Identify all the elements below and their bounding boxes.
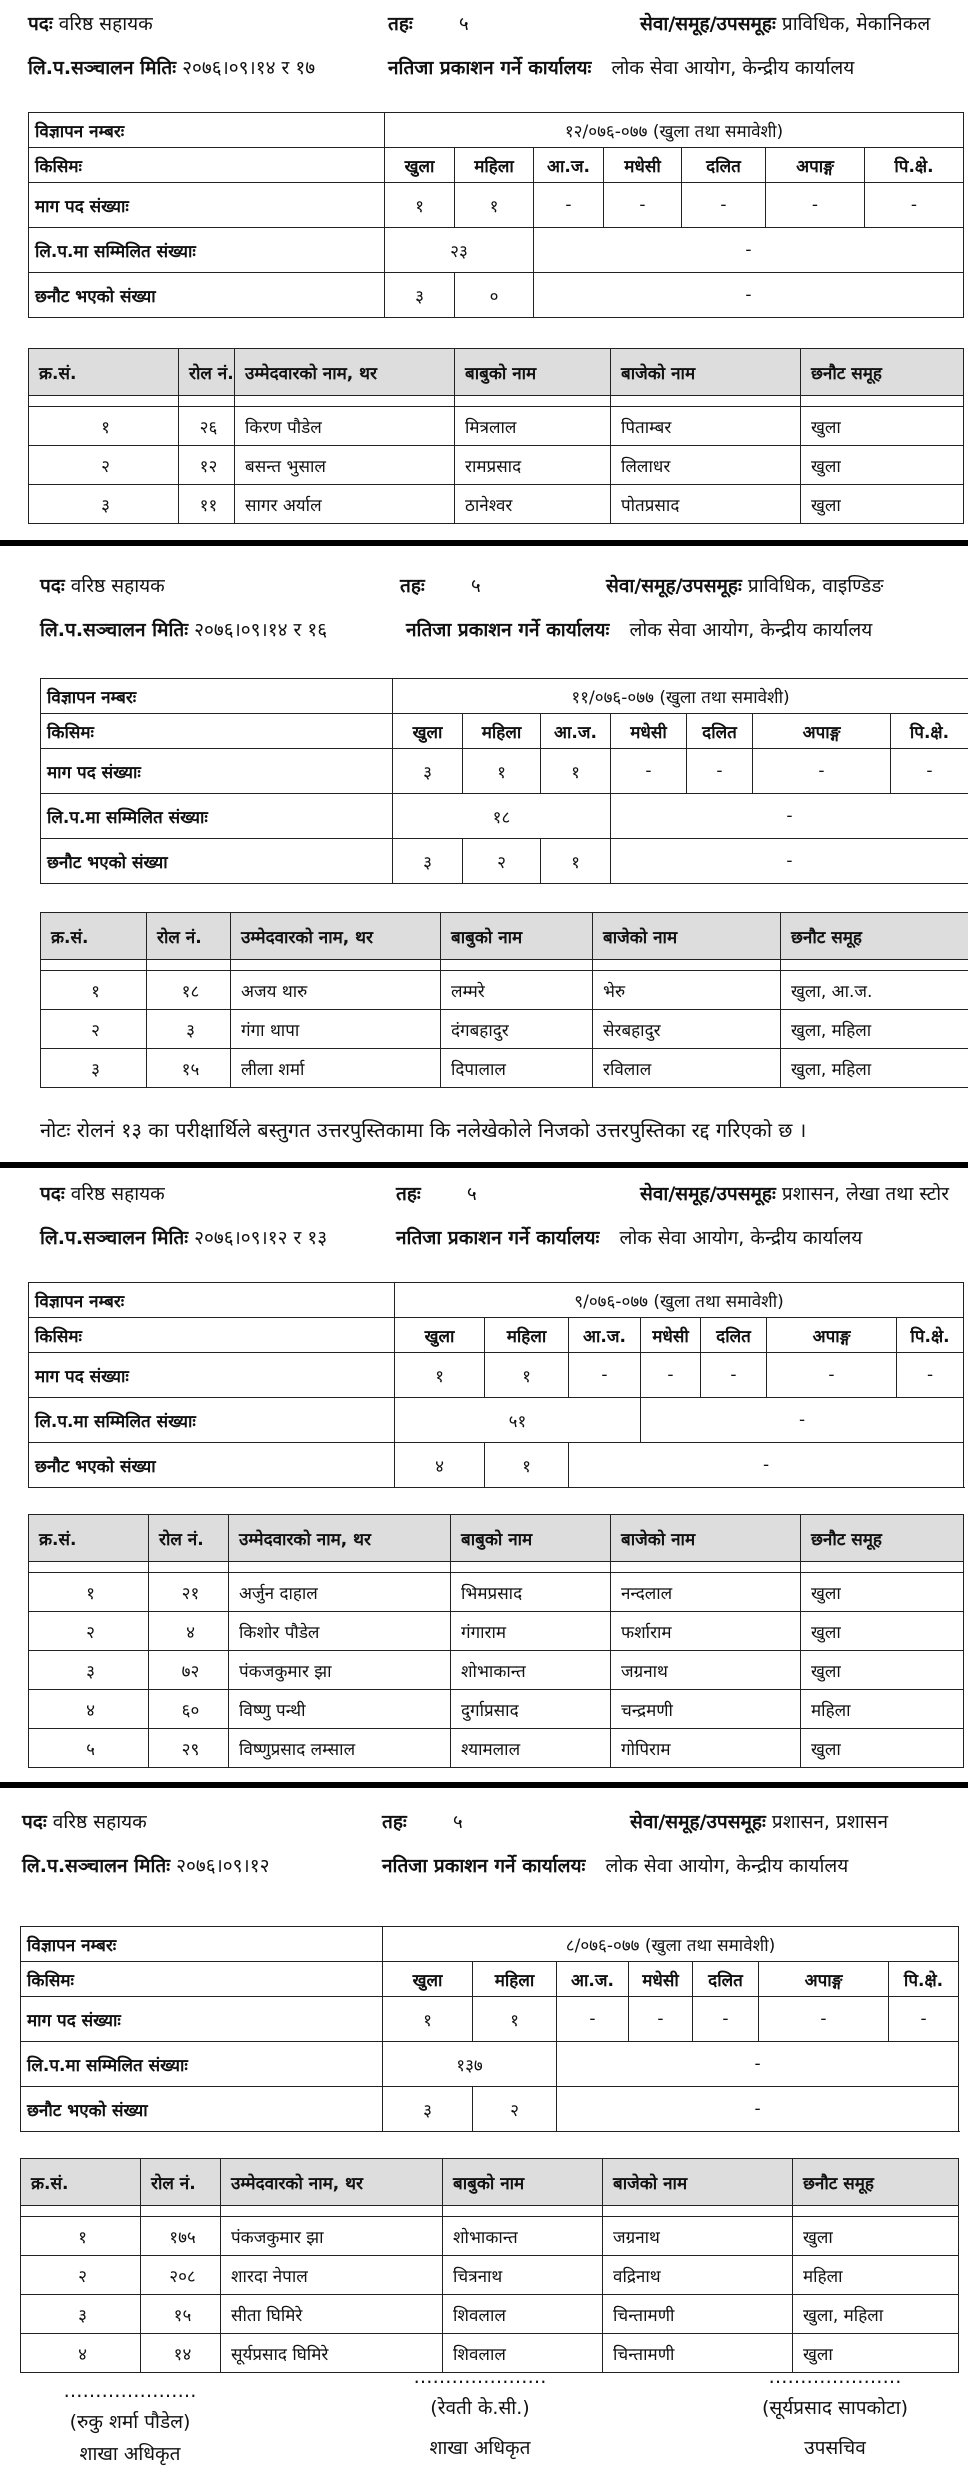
cat-dalit: दलित	[693, 1962, 759, 1997]
cat-backward-region: पि.क्षे.	[889, 1962, 959, 1997]
col-header: रोल नं.	[141, 2159, 221, 2206]
demand-value: -	[687, 749, 753, 794]
selected-value: ०	[455, 273, 534, 318]
table-cell: २१	[149, 1573, 229, 1612]
table-row	[29, 1690, 964, 1729]
table-cell: २६	[179, 407, 235, 446]
table-row	[41, 1049, 968, 1088]
adv-no-value: ९/०७६-०७७ (खुला तथा समावेशी)	[395, 1283, 964, 1318]
selected-value: ३	[383, 2087, 473, 2132]
table-cell: रविलाल	[593, 1049, 781, 1088]
table-cell: दिपालाल	[441, 1049, 593, 1088]
table-cell: शोभाकान्त	[451, 1651, 611, 1690]
col-header: बाजेको नाम	[611, 1515, 801, 1562]
adv-no-value: १२/०७६-०७७ (खुला तथा समावेशी)	[385, 113, 964, 148]
table-cell: दुर्गाप्रसाद	[451, 1690, 611, 1729]
exam-date-field: लि.प.सञ्चालन मितिः २०७६।०९।१२	[22, 1855, 270, 1877]
table-row	[21, 2295, 959, 2334]
exam-date-field: लि.प.सञ्चालन मितिः २०७६।०९।१४ र १७	[28, 57, 316, 79]
section-divider	[0, 540, 968, 546]
table-row	[29, 407, 964, 446]
cat-women: महिला	[463, 714, 541, 749]
post-field: पदः वरिष्ठ सहायक	[22, 1811, 147, 1833]
service-field: सेवा/समूह/उपसमूहः प्राविधिक, वाइण्डिङ	[606, 575, 884, 597]
col-header: बाजेको नाम	[603, 2159, 793, 2206]
table-cell: खुला	[801, 1651, 964, 1690]
selected-rest: -	[557, 2087, 959, 2132]
table-cell: खुला, महिला	[793, 2295, 959, 2334]
table-cell: बसन्त भुसाल	[235, 446, 455, 485]
table-cell: २	[29, 1612, 149, 1651]
table-cell: १८	[147, 971, 231, 1010]
demand-value: -	[759, 1997, 889, 2042]
demand-value: -	[569, 1353, 641, 1398]
table-cell: खुला	[793, 2217, 959, 2256]
col-header: रोल नं.	[179, 349, 235, 396]
table-cell: पंकजकुमार झा	[221, 2217, 443, 2256]
type-label: किसिमः	[29, 148, 385, 183]
demand-value: १	[385, 183, 455, 228]
table-cell: फर्शाराम	[611, 1612, 801, 1651]
table-cell: खुला, आ.ज.	[781, 971, 968, 1010]
table-cell: नन्दलाल	[611, 1573, 801, 1612]
table-row	[29, 485, 964, 524]
table-cell: ३	[29, 485, 179, 524]
table-cell: श्यामलाल	[451, 1729, 611, 1768]
cat-madhesi: मधेसी	[611, 714, 687, 749]
included-value: १३७	[383, 2042, 557, 2087]
demand-value: -	[604, 183, 682, 228]
table-cell: ३	[41, 1049, 147, 1088]
table-row	[29, 446, 964, 485]
table-row	[29, 1729, 964, 1768]
selected-rest: -	[611, 839, 968, 884]
candidate-table	[20, 2158, 959, 2373]
office-field: नतिजा प्रकाशन गर्ने कार्यालयः लोक सेवा आयोग, केन्द्रीय कार्यालय	[382, 1855, 849, 1877]
col-header: उम्मेदवारको नाम, थर	[221, 2159, 443, 2206]
table-cell: सीता घिमिरे	[221, 2295, 443, 2334]
level-field: तहः ५	[382, 1811, 463, 1833]
table-cell: १	[21, 2217, 141, 2256]
included-label: लि.प.मा सम्मिलित संख्याः	[41, 794, 393, 839]
table-cell: १	[29, 1573, 149, 1612]
table-cell: १	[29, 407, 179, 446]
table-cell: ४	[21, 2334, 141, 2373]
demand-value: १	[455, 183, 534, 228]
table-cell: अर्जुन दाहाल	[229, 1573, 451, 1612]
table-cell: महिला	[801, 1690, 964, 1729]
col-header: बाबुको नाम	[455, 349, 611, 396]
exam-date-field: लि.प.सञ्चालन मितिः २०७६।०९।१४ र १६	[40, 619, 328, 641]
demand-value: १	[485, 1353, 569, 1398]
demand-value: -	[701, 1353, 767, 1398]
table-cell: दंगबहादुर	[441, 1010, 593, 1049]
table-cell: अजय थारु	[231, 971, 441, 1010]
included-rest: -	[641, 1398, 964, 1443]
demand-label: माग पद संख्याः	[29, 1353, 395, 1398]
cat-janajati: आ.ज.	[541, 714, 611, 749]
table-cell: खुला	[801, 446, 964, 485]
included-label: लि.प.मा सम्मिलित संख्याः	[21, 2042, 383, 2087]
table-cell: पंकजकुमार झा	[229, 1651, 451, 1690]
post-field: पदः वरिष्ठ सहायक	[40, 1183, 165, 1205]
cat-dalit: दलित	[687, 714, 753, 749]
table-cell: महिला	[793, 2256, 959, 2295]
cat-open: खुला	[385, 148, 455, 183]
demand-value: -	[557, 1997, 629, 2042]
included-value: १८	[393, 794, 611, 839]
demand-value: -	[753, 749, 891, 794]
col-header: छनौट समूह	[801, 349, 964, 396]
signature-block-1	[30, 2380, 230, 2466]
table-cell: विष्णुप्रसाद लम्साल	[229, 1729, 451, 1768]
cat-disabled: अपाङ्ग	[767, 1318, 897, 1353]
post-field: पदः वरिष्ठ सहायक	[40, 575, 165, 597]
table-cell: १५	[147, 1049, 231, 1088]
adv-no-label: विज्ञापन नम्बरः	[29, 1283, 395, 1318]
included-value: ५१	[395, 1398, 641, 1443]
table-cell: खुला	[801, 1573, 964, 1612]
cat-madhesi: मधेसी	[641, 1318, 701, 1353]
col-header: बाबुको नाम	[441, 913, 593, 960]
table-row	[29, 1651, 964, 1690]
type-label: किसिमः	[21, 1962, 383, 1997]
demand-value: -	[629, 1997, 693, 2042]
signature-line: …………………	[413, 2366, 547, 2388]
demand-value: -	[693, 1997, 759, 2042]
included-rest: -	[557, 2042, 959, 2087]
table-cell: सूर्यप्रसाद घिमिरे	[221, 2334, 443, 2373]
selected-label: छनौट भएको संख्या	[29, 1443, 395, 1488]
table-cell: गंगा थापा	[231, 1010, 441, 1049]
demand-value: ३	[393, 749, 463, 794]
table-cell: ७२	[149, 1651, 229, 1690]
col-header: क्र.सं.	[41, 913, 147, 960]
service-field: सेवा/समूह/उपसमूहः प्रशासन, प्रशासन	[630, 1811, 889, 1833]
demand-label: माग पद संख्याः	[41, 749, 393, 794]
cat-open: खुला	[383, 1962, 473, 1997]
table-cell: किरण पौडेल	[235, 407, 455, 446]
table-cell: शारदा नेपाल	[221, 2256, 443, 2295]
table-cell: खुला	[801, 1612, 964, 1651]
table-cell: ४	[149, 1612, 229, 1651]
demand-value: -	[534, 183, 604, 228]
cat-janajati: आ.ज.	[534, 148, 604, 183]
table-cell: ११	[179, 485, 235, 524]
table-cell: शिवलाल	[443, 2295, 603, 2334]
cat-dalit: दलित	[701, 1318, 767, 1353]
table-cell: गंगाराम	[451, 1612, 611, 1651]
table-cell: ६०	[149, 1690, 229, 1729]
table-cell: १५	[141, 2295, 221, 2334]
cat-open: खुला	[395, 1318, 485, 1353]
table-row	[29, 1573, 964, 1612]
table-cell: चित्रनाथ	[443, 2256, 603, 2295]
cat-disabled: अपाङ्ग	[759, 1962, 889, 1997]
table-cell: विष्णु पन्थी	[229, 1690, 451, 1729]
table-cell: २	[21, 2256, 141, 2295]
result-section-1	[0, 0, 968, 540]
col-header: क्र.सं.	[21, 2159, 141, 2206]
table-cell: जग्रनाथ	[611, 1651, 801, 1690]
selected-value: ३	[393, 839, 463, 884]
table-cell: रामप्रसाद	[455, 446, 611, 485]
signature-line: …………………	[768, 2366, 902, 2388]
selected-value: १	[485, 1443, 569, 1488]
result-section-3	[0, 1170, 968, 1782]
demand-value: १	[541, 749, 611, 794]
demand-value: -	[889, 1997, 959, 2042]
col-header: छनौट समूह	[793, 2159, 959, 2206]
signatory-title: उपसचिव	[804, 2437, 866, 2459]
table-cell: जग्रनाथ	[603, 2217, 793, 2256]
selected-rest: -	[569, 1443, 964, 1488]
demand-label: माग पद संख्याः	[21, 1997, 383, 2042]
cat-janajati: आ.ज.	[557, 1962, 629, 1997]
table-cell: खुला	[801, 485, 964, 524]
signatory-name: (रेवती के.सी.)	[430, 2397, 530, 2419]
cat-disabled: अपाङ्ग	[766, 148, 865, 183]
cat-janajati: आ.ज.	[569, 1318, 641, 1353]
demand-value: -	[682, 183, 766, 228]
cat-women: महिला	[455, 148, 534, 183]
table-cell: लीला शर्मा	[231, 1049, 441, 1088]
table-cell: पिताम्बर	[611, 407, 801, 446]
demand-value: -	[641, 1353, 701, 1398]
col-header: उम्मेदवारको नाम, थर	[229, 1515, 451, 1562]
cat-women: महिला	[485, 1318, 569, 1353]
level-field: तहः ५	[400, 575, 481, 597]
table-cell: १	[41, 971, 147, 1010]
demand-value: -	[767, 1353, 897, 1398]
type-label: किसिमः	[41, 714, 393, 749]
table-cell: १७५	[141, 2217, 221, 2256]
col-header: छनौट समूह	[801, 1515, 964, 1562]
adv-no-value: ८/०७६-०७७ (खुला तथा समावेशी)	[383, 1927, 959, 1962]
col-header: बाबुको नाम	[443, 2159, 603, 2206]
level-field: तहः ५	[396, 1183, 477, 1205]
table-cell: किशोर पौडेल	[229, 1612, 451, 1651]
table-cell: शिवलाल	[443, 2334, 603, 2373]
cat-open: खुला	[393, 714, 463, 749]
cancellation-note: नोटः रोलनं १३ का परीक्षार्थिले बस्तुगत उत्तरपुस्तिकामा कि नलेखेकोले निजको उत्तरपुस्तिका रद्द गरिएको छ ।	[40, 1118, 807, 1142]
table-cell: २०८	[141, 2256, 221, 2295]
table-cell: भेरु	[593, 971, 781, 1010]
adv-no-value: ११/०७६-०७७ (खुला तथा समावेशी)	[393, 679, 968, 714]
cat-disabled: अपाङ्ग	[753, 714, 891, 749]
table-cell: मित्रलाल	[455, 407, 611, 446]
selected-label: छनौट भएको संख्या	[29, 273, 385, 318]
candidate-table	[28, 1514, 964, 1768]
included-label: लि.प.मा सम्मिलित संख्याः	[29, 1398, 395, 1443]
included-rest: -	[534, 228, 964, 273]
selected-label: छनौट भएको संख्या	[41, 839, 393, 884]
table-cell: गोपिराम	[611, 1729, 801, 1768]
table-cell: खुला, महिला	[781, 1049, 968, 1088]
table-cell: २	[41, 1010, 147, 1049]
table-cell: पोतप्रसाद	[611, 485, 801, 524]
cat-backward-region: पि.क्षे.	[865, 148, 964, 183]
service-field: सेवा/समूह/उपसमूहः प्राविधिक, मेकानिकल	[640, 13, 931, 35]
demand-value: १	[463, 749, 541, 794]
table-cell: भिमप्रसाद	[451, 1573, 611, 1612]
table-cell: खुला, महिला	[781, 1010, 968, 1049]
table-cell: खुला	[801, 1729, 964, 1768]
table-cell: खुला	[801, 407, 964, 446]
section-divider	[0, 1162, 968, 1168]
demand-value: १	[395, 1353, 485, 1398]
included-value: २३	[385, 228, 534, 273]
table-cell: खुला	[793, 2334, 959, 2373]
demand-value: -	[865, 183, 964, 228]
col-header: बाजेको नाम	[611, 349, 801, 396]
vacancy-summary-table	[40, 678, 968, 884]
cat-women: महिला	[473, 1962, 557, 1997]
level-field: तहः ५	[388, 13, 469, 35]
post-field: पदः वरिष्ठ सहायक	[28, 13, 153, 35]
col-header: रोल नं.	[147, 913, 231, 960]
demand-value: १	[473, 1997, 557, 2042]
selected-value: २	[473, 2087, 557, 2132]
table-cell: चिन्तामणी	[603, 2295, 793, 2334]
signature-line: …………………	[63, 2380, 197, 2402]
cat-madhesi: मधेसी	[629, 1962, 693, 1997]
table-cell: सागर अर्याल	[235, 485, 455, 524]
table-cell: सेरबहादुर	[593, 1010, 781, 1049]
signatory-name: (सूर्यप्रसाद सापकोटा)	[762, 2397, 908, 2419]
table-cell: लिलाधर	[611, 446, 801, 485]
table-cell: ५	[29, 1729, 149, 1768]
col-header: उम्मेदवारको नाम, थर	[235, 349, 455, 396]
demand-value: -	[891, 749, 968, 794]
candidate-table	[40, 912, 968, 1088]
signatory-title: शाखा अधिकृत	[429, 2437, 531, 2459]
office-field: नतिजा प्रकाशन गर्ने कार्यालयः लोक सेवा आयोग, केन्द्रीय कार्यालय	[396, 1227, 863, 1249]
office-field: नतिजा प्रकाशन गर्ने कार्यालयः लोक सेवा आयोग, केन्द्रीय कार्यालय	[388, 57, 855, 79]
vacancy-summary-table	[20, 1926, 959, 2132]
col-header: क्र.सं.	[29, 1515, 149, 1562]
table-cell: १२	[179, 446, 235, 485]
included-label: लि.प.मा सम्मिलित संख्याः	[29, 228, 385, 273]
selected-value: २	[463, 839, 541, 884]
col-header: छनौट समूह	[781, 913, 968, 960]
cat-backward-region: पि.क्षे.	[897, 1318, 964, 1353]
adv-no-label: विज्ञापन नम्बरः	[21, 1927, 383, 1962]
type-label: किसिमः	[29, 1318, 395, 1353]
table-cell: ३	[147, 1010, 231, 1049]
result-section-4	[0, 1790, 968, 2490]
table-row	[21, 2256, 959, 2295]
signature-block-3	[720, 2366, 950, 2460]
selected-value: ४	[395, 1443, 485, 1488]
cat-dalit: दलित	[682, 148, 766, 183]
included-rest: -	[611, 794, 968, 839]
exam-date-field: लि.प.सञ्चालन मितिः २०७६।०९।१२ र १३	[40, 1227, 328, 1249]
cat-backward-region: पि.क्षे.	[891, 714, 968, 749]
service-field: सेवा/समूह/उपसमूहः प्रशासन, लेखा तथा स्टोर	[640, 1183, 949, 1205]
demand-value: -	[766, 183, 865, 228]
selected-label: छनौट भएको संख्या	[21, 2087, 383, 2132]
col-header: रोल नं.	[149, 1515, 229, 1562]
signatory-title: शाखा अधिकृत	[79, 2443, 181, 2465]
signatory-name: (रुकु शर्मा पौडेल)	[69, 2411, 191, 2433]
table-row	[29, 1612, 964, 1651]
cat-madhesi: मधेसी	[604, 148, 682, 183]
selected-value: १	[541, 839, 611, 884]
selected-rest: -	[534, 273, 964, 318]
table-cell: चन्द्रमणी	[611, 1690, 801, 1729]
demand-value: -	[611, 749, 687, 794]
table-cell: ४	[29, 1690, 149, 1729]
table-cell: १४	[141, 2334, 221, 2373]
table-row	[41, 1010, 968, 1049]
col-header: क्र.सं.	[29, 349, 179, 396]
result-section-2	[0, 548, 968, 1162]
demand-value: १	[383, 1997, 473, 2042]
office-field: नतिजा प्रकाशन गर्ने कार्यालयः लोक सेवा आयोग, केन्द्रीय कार्यालय	[406, 619, 873, 641]
vacancy-summary-table	[28, 1282, 964, 1488]
adv-no-label: विज्ञापन नम्बरः	[29, 113, 385, 148]
demand-label: माग पद संख्याः	[29, 183, 385, 228]
signature-block-2	[380, 2366, 580, 2460]
section-divider	[0, 1782, 968, 1788]
table-row	[41, 971, 968, 1010]
table-cell: लम्मरे	[441, 971, 593, 1010]
adv-no-label: विज्ञापन नम्बरः	[41, 679, 393, 714]
table-cell: ठानेश्वर	[455, 485, 611, 524]
demand-value: -	[897, 1353, 964, 1398]
selected-value: ३	[385, 273, 455, 318]
table-cell: २९	[149, 1729, 229, 1768]
table-cell: वद्रिनाथ	[603, 2256, 793, 2295]
col-header: उम्मेदवारको नाम, थर	[231, 913, 441, 960]
col-header: बाबुको नाम	[451, 1515, 611, 1562]
col-header: बाजेको नाम	[593, 913, 781, 960]
table-cell: ३	[29, 1651, 149, 1690]
table-cell: चिन्तामणी	[603, 2334, 793, 2373]
vacancy-summary-table	[28, 112, 964, 318]
table-cell: शोभाकान्त	[443, 2217, 603, 2256]
table-row	[21, 2217, 959, 2256]
table-cell: ३	[21, 2295, 141, 2334]
candidate-table	[28, 348, 964, 524]
table-cell: २	[29, 446, 179, 485]
